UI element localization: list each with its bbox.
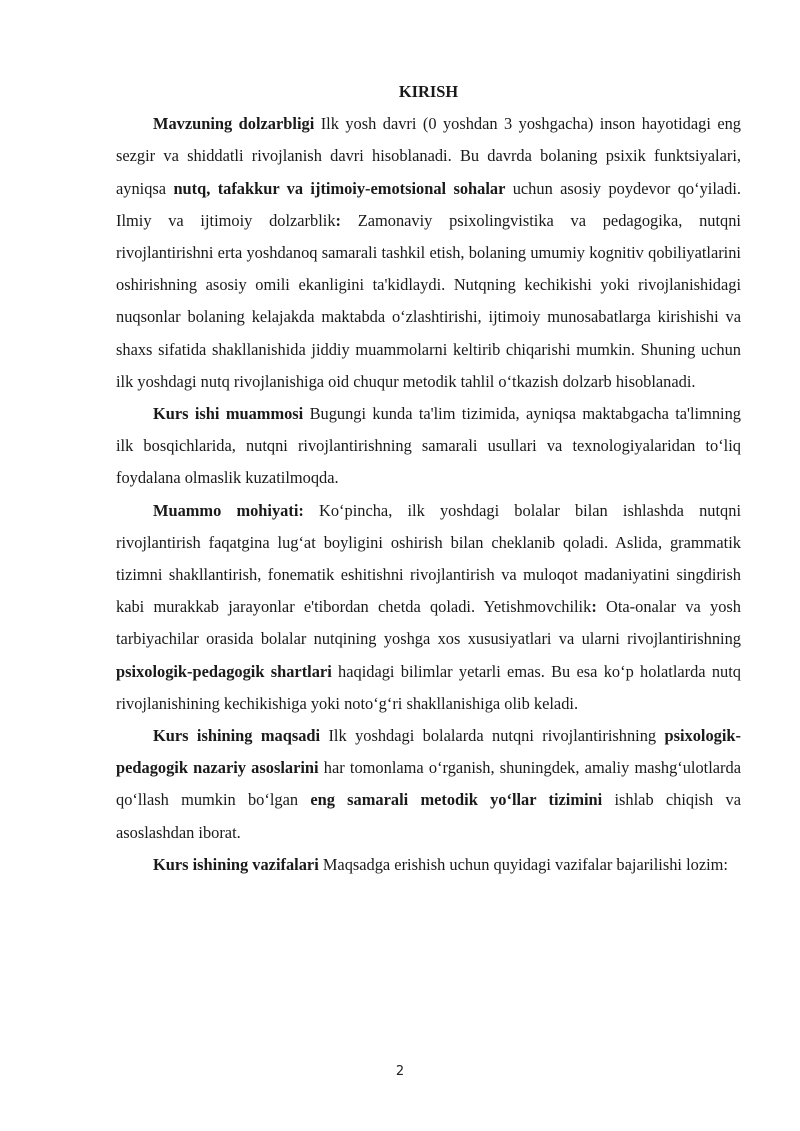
paragraph-lead: Mavzuning dolzarbligi bbox=[153, 114, 315, 134]
paragraph-text: Bugungi kunda ta'lim tizimida, ayniqsa maktabgacha ta'limning ilk bosqichlarida, nutqni rivojlantirishning samarali usullari va texnologiyalaridan to‘liq foydalana olmaslik kuzatilmoqda. bbox=[116, 404, 741, 488]
paragraph-lead: Kurs ishining vazifalari bbox=[153, 854, 319, 874]
page-number: 2 bbox=[395, 1064, 405, 1079]
paragraph-lead: Muammo mohiyati: bbox=[153, 500, 304, 520]
paragraph-text: Maqsadga erishish uchun quyidagi vazifalar bajarilishi lozim: bbox=[318, 854, 728, 874]
paragraph-text: Ko‘pincha, ilk yoshdagi bolalar bilan ishlashda nutqni rivojlantirish faqatgina lug‘at boyligini oshirish bilan cheklanib qoladi. Aslida, grammatik tizimni shakllantirish, fonematik eshitishni rivojlantirish va muloqot madaniyatini singdirish kabi murakkab jarayonlar e'tibordan chetda qoladi. Yetishmovchilik bbox=[116, 500, 741, 617]
bold-phrase: eng samarali metodik yo‘llar tizimini bbox=[310, 790, 603, 810]
bold-phrase: psixologik-pedagogik nazariy asoslarini bbox=[116, 726, 741, 778]
bold-phrase: : bbox=[335, 210, 341, 230]
paragraph-text: Ilk yoshdagi bolalarda nutqni rivojlantirishning bbox=[320, 726, 665, 746]
section-heading: KIRISH bbox=[398, 82, 459, 101]
paragraph-tasks bbox=[116, 849, 741, 881]
paragraph-problem bbox=[116, 398, 741, 495]
bold-phrase: : bbox=[591, 597, 597, 617]
paragraph-text: Zamonaviy psixolingvistika va pedagogika, nutqni rivojlantirishni erta yoshdanoq samarali tashkil etish, bolaning umumiy kognitiv qobiliyatlarini oshirishning asosiy omili ekanligini ta'kidlaydi. Nutqning kechikishi yoki rivojlanishidagi nuqsonlar bolaning kelajakda maktabda o‘zlashtirishi, ijtimoiy munosabatlarga kirishishi va shaxs sifatida shakllanishida jiddiy muammolarni keltirib chiqarishi mumkin. Shuning uchun ilk yoshdagi nutq rivojlanishiga oid chuqur metodik tahlil o‘tkazish dolzarb hisoblanadi. bbox=[116, 210, 741, 391]
paragraph-lead: Kurs ishi muammosi bbox=[153, 404, 304, 424]
paragraph-problem-essence bbox=[116, 495, 741, 720]
paragraph-text: uchun asosiy poydevor qo‘yiladi. Ilmiy va ijtimoiy dolzarblik bbox=[116, 178, 741, 230]
paragraph-text: Ota-onalar va yosh tarbiyachilar orasida bolalar nutqining yoshga xos xususiyatlari va ularni rivojlantirishning bbox=[116, 597, 741, 649]
paragraph-text: haqidagi bilimlar yetarli emas. Bu esa ko‘p holatlarda nutq rivojlanishining kechikishiga yoki noto‘g‘ri shakllanishiga olib keladi. bbox=[116, 661, 741, 713]
paragraph-text: har tomonlama o‘rganish, shuningdek, amaliy mashg‘ulotlarda qo‘llash mumkin bo‘lgan bbox=[116, 758, 741, 810]
paragraph-relevance bbox=[116, 108, 741, 398]
paragraph-text: ishlab chiqish va asoslashdan iborat. bbox=[116, 790, 741, 842]
document-body bbox=[116, 76, 741, 881]
paragraph-goal bbox=[116, 720, 741, 849]
paragraph-text: Ilk yosh davri (0 yoshdan 3 yoshgacha) inson hayotidagi eng sezgir va shiddatli rivojlanish davri hisoblanadi. Bu davrda bolaning psixik funktsiyalari, ayniqsa bbox=[116, 114, 741, 198]
bold-phrase: nutq, tafakkur va ijtimoiy-emotsional sohalar bbox=[173, 178, 506, 198]
bold-phrase: psixologik-pedagogik shartlari bbox=[116, 661, 332, 681]
paragraph-lead: Kurs ishining maqsadi bbox=[153, 726, 321, 746]
